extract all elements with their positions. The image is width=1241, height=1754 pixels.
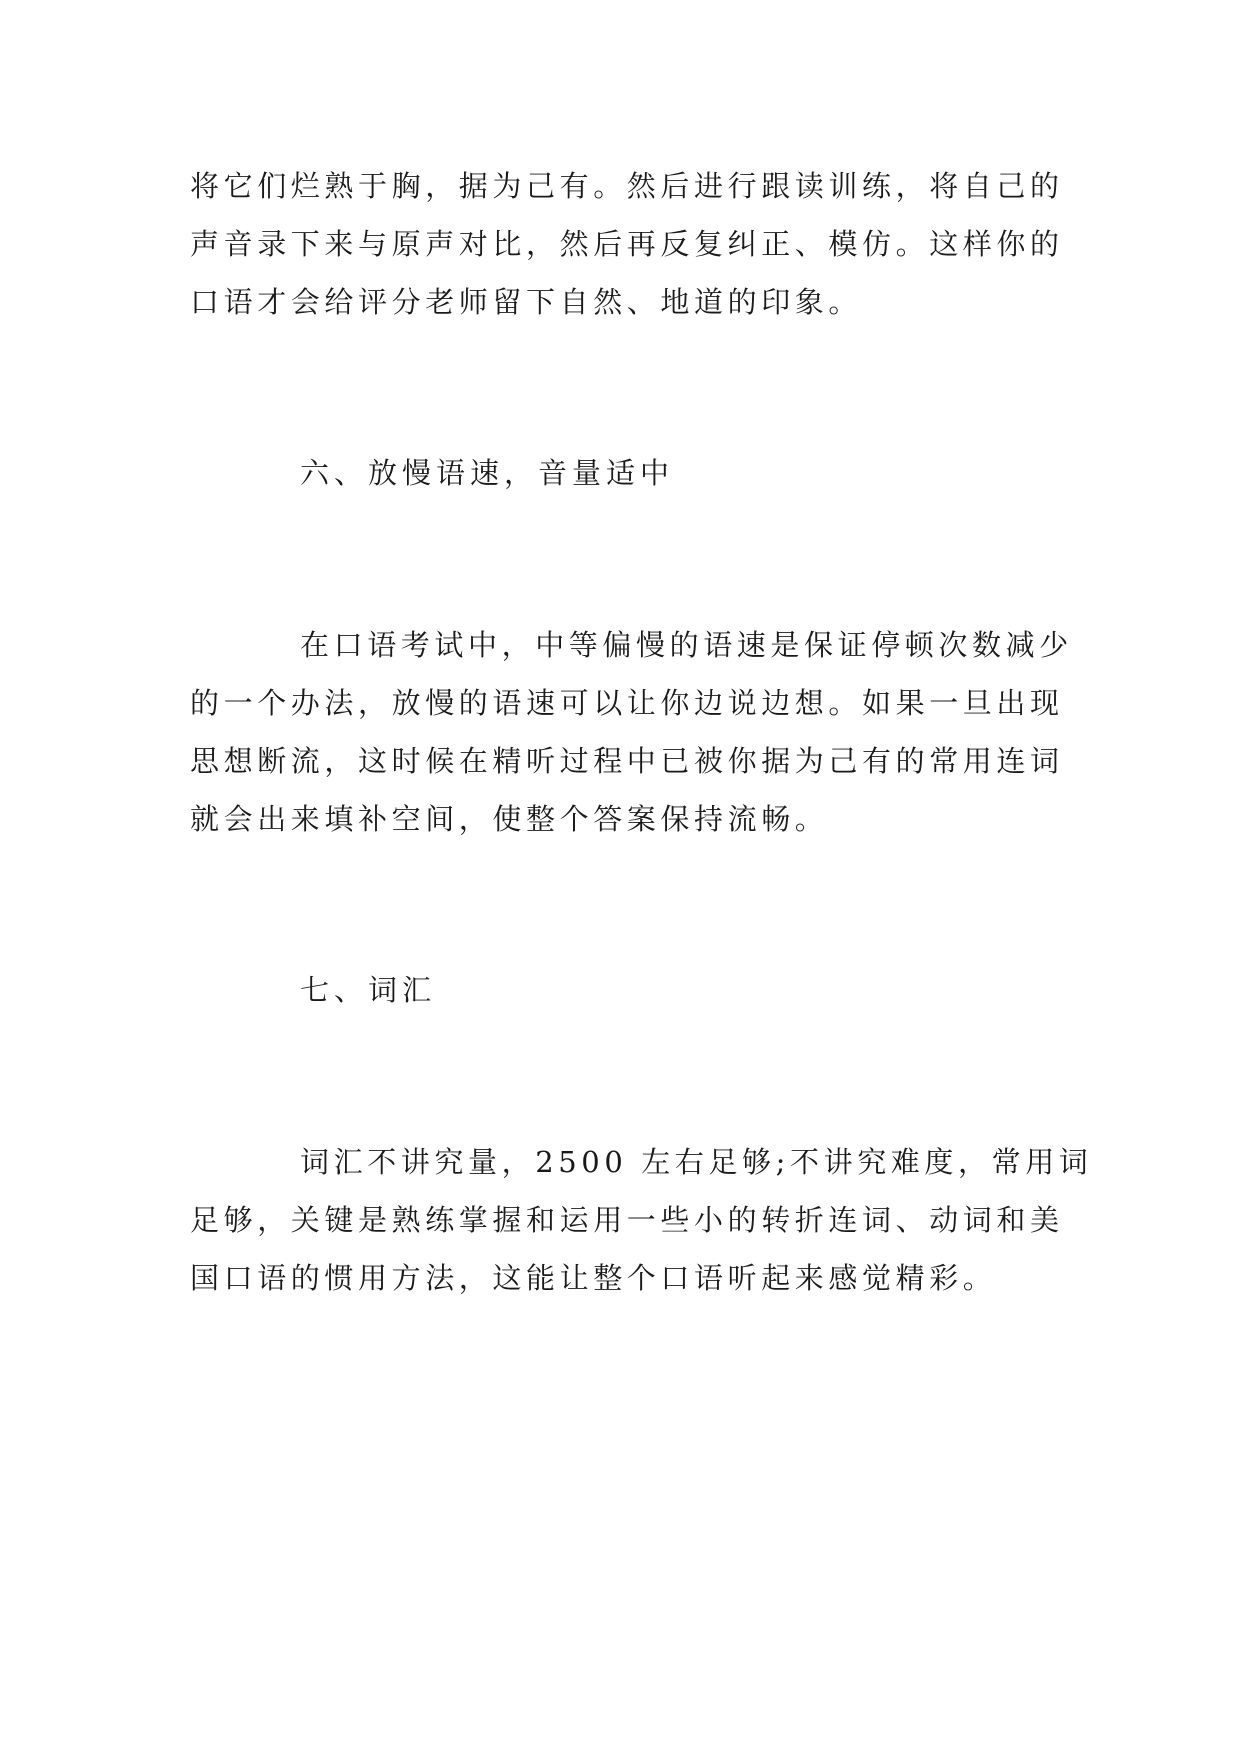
paragraph-line: 就会出来填补空间，使整个答案保持流畅。 — [190, 802, 829, 836]
section-heading-seven: 七、词汇 — [300, 973, 437, 1007]
paragraph-line: 国口语的惯用方法，这能让整个口语听起来感觉精彩。 — [190, 1261, 997, 1295]
paragraph-line: 的一个办法，放慢的语速可以让你边说边想。如果一旦出现 — [190, 686, 1064, 720]
paragraph-line: 词汇不讲究量，2500 左右足够;不讲究难度，常用词 — [300, 1145, 1093, 1179]
paragraph-line: 足够，关键是熟练掌握和运用一些小的转折连词、动词和美 — [190, 1203, 1064, 1237]
paragraph-line: 口语才会给评分老师留下自然、地道的印象。 — [190, 285, 863, 319]
paragraph-line: 在口语考试中，中等偏慢的语速是保证停顿次数减少 — [300, 628, 1073, 662]
paragraph-line: 将它们烂熟于胸，据为己有。然后进行跟读训练，将自己的 — [190, 169, 1064, 203]
section-heading-six: 六、放慢语速，音量适中 — [300, 456, 675, 490]
paragraph-line: 思想断流，这时候在精听过程中已被你据为己有的常用连词 — [190, 744, 1064, 778]
paragraph-line: 声音录下来与原声对比，然后再反复纠正、模仿。这样你的 — [190, 227, 1064, 261]
